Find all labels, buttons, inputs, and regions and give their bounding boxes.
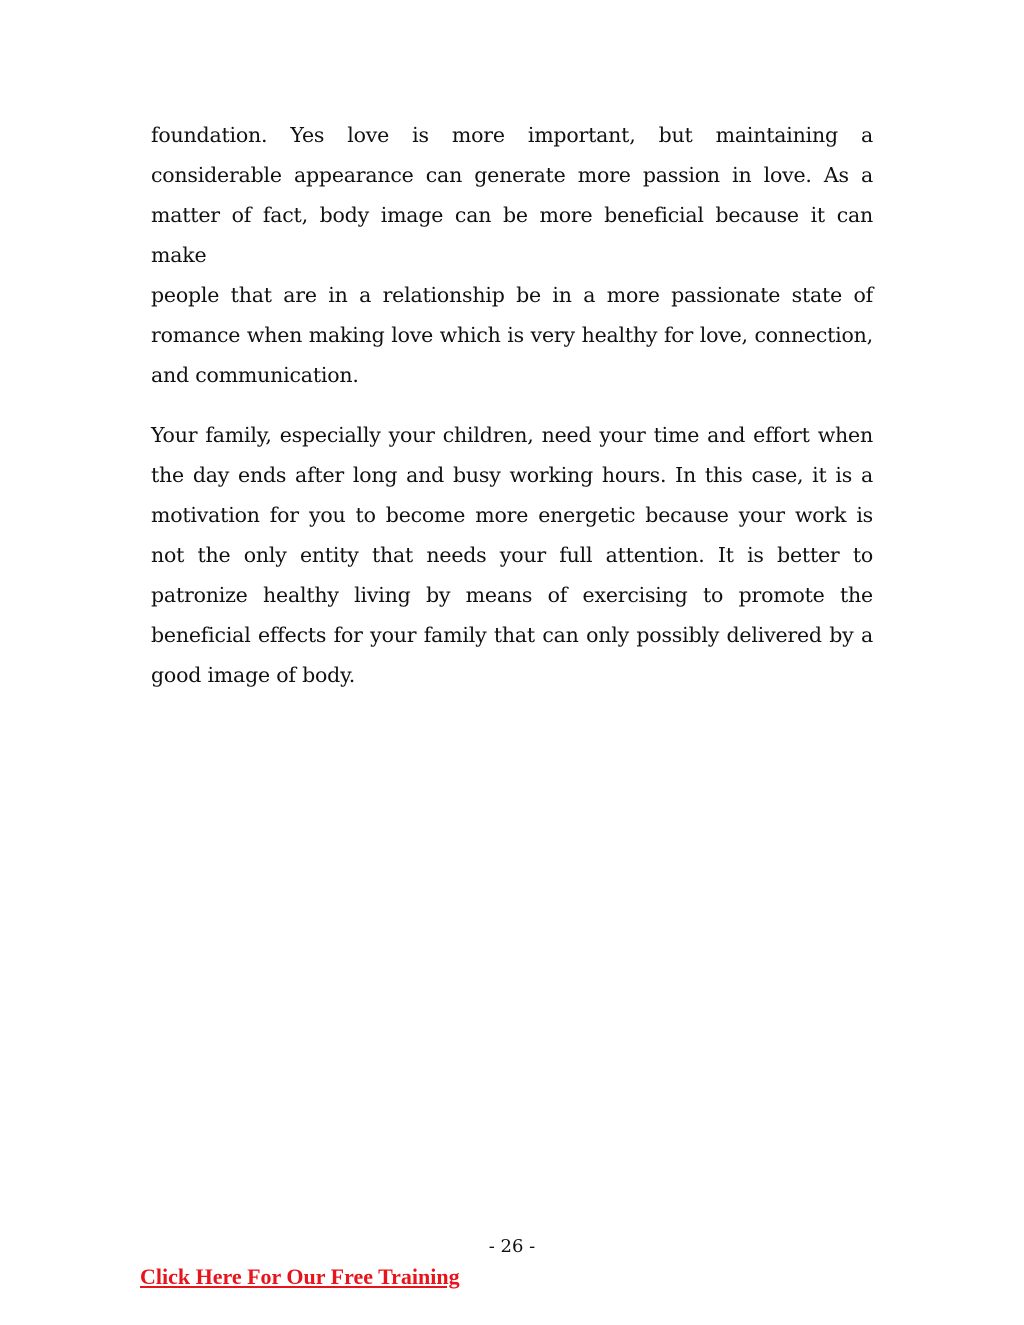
paragraph-line: the day ends after long and busy working hours. In this case, it is a: [151, 463, 873, 487]
paragraph-line: motivation for you to become more energetic because your work is: [151, 503, 873, 527]
paragraph-line: romance when making love which is very healthy for love, connection,: [151, 323, 873, 347]
page-number: - 26 -: [488, 1236, 536, 1257]
paragraph-line: foundation. Yes love is more important, but maintaining a: [151, 123, 873, 147]
paragraph-2: [151, 415, 873, 695]
free-training-link[interactable]: Click Here For Our Free Training: [140, 1264, 460, 1289]
paragraph-line: patronize healthy living by means of exercising to promote the: [151, 583, 873, 607]
paragraph-line: beneficial effects for your family that can only possibly delivered by a: [151, 623, 873, 647]
paragraph-1: [151, 115, 873, 395]
paragraph-line: considerable appearance can generate more passion in love. As a: [151, 163, 873, 187]
paragraph-line: and communication.: [151, 363, 359, 387]
paragraph-line: Your family, especially your children, need your time and effort when: [151, 423, 873, 447]
paragraph-line: matter of fact, body image can be more beneficial because it can make: [151, 203, 873, 267]
paragraph-line: people that are in a relationship be in a more passionate state of: [151, 283, 873, 307]
paragraph-line: good image of body.: [151, 663, 356, 687]
body-text: [151, 115, 873, 715]
paragraph-line: not the only entity that needs your full attention. It is better to: [151, 543, 873, 567]
